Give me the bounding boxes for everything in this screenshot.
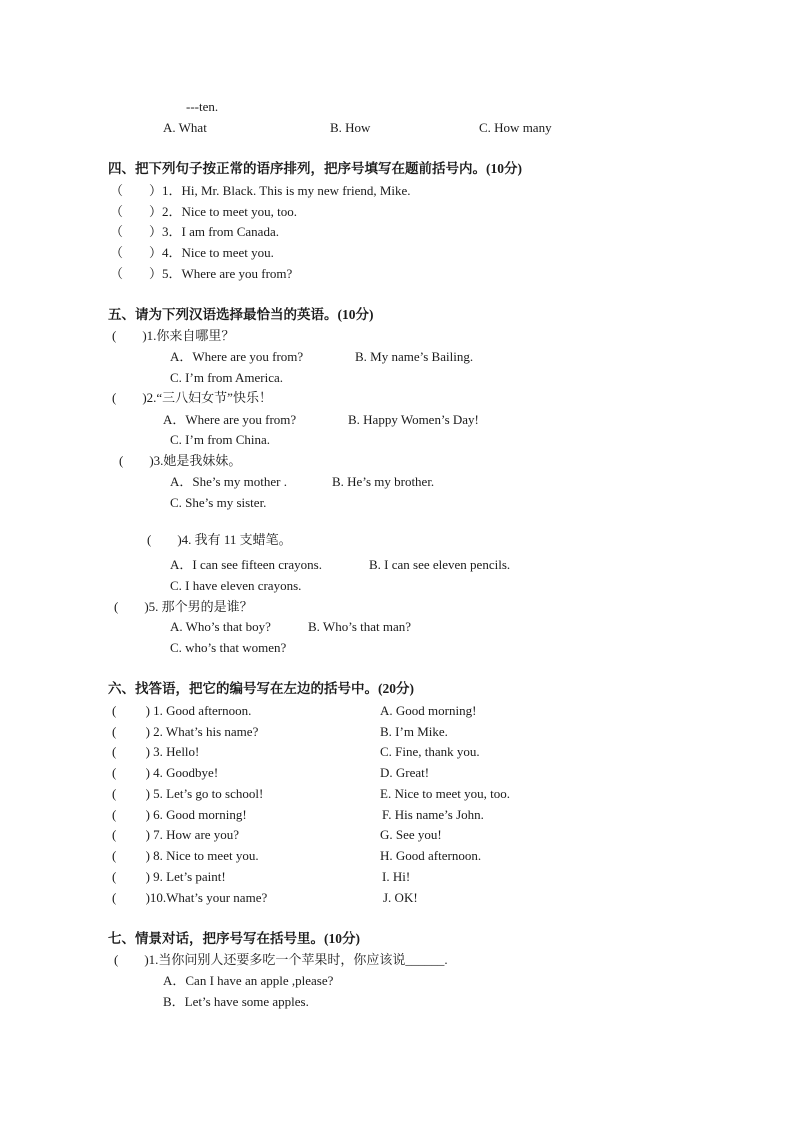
s5-q2-opt-a: A．Where are you from? <box>163 412 297 427</box>
s5-q3-opt-a: A．She’s my mother . <box>170 474 287 489</box>
s5-q5-stem: ( )5. 那个男的是谁？ <box>114 599 253 614</box>
s6-left-2: ( ) 2. What’s his name? <box>112 724 259 739</box>
s6-left-9: ( ) 9. Let’s paint! <box>112 869 226 884</box>
section-4-heading: 四、把下列句子按正常的语序排列，把序号填写在题前括号内。(10分) <box>108 161 522 176</box>
s5-q3-opt-b: B. He’s my brother. <box>332 474 435 489</box>
s5-q5-opt-c: C. who’s that women? <box>170 640 287 655</box>
section-5-heading: 五、请为下列汉语选择最恰当的英语。(10分) <box>108 307 374 322</box>
s7-q1-stem: ( )1.当你问别人还要多吃一个苹果时，你应该说______. <box>114 952 448 967</box>
s5-q1-opt-a: A．Where are you from? <box>170 349 304 364</box>
s4-item-1: （ ）1．Hi, Mr. Black. This is my new friend, Mike. <box>110 183 411 198</box>
s6-left-6: ( ) 6. Good morning! <box>112 807 247 822</box>
s6-left-10: ( )10.What’s your name? <box>112 890 268 905</box>
s6-left-4: ( ) 4. Goodbye! <box>112 765 219 780</box>
s5-q3-stem: ( )3.她是我妹妹。 <box>119 453 242 468</box>
s6-right-a: A. Good morning! <box>380 703 477 718</box>
section-7-heading: 七、情景对话，把序号写在括号里。(10分) <box>108 931 360 946</box>
s5-q1-opt-b: B. My name’s Bailing. <box>355 349 474 364</box>
s5-q3-opt-c: C. She’s my sister. <box>170 495 267 510</box>
s4-item-3: （ ）3．I am from Canada. <box>110 224 279 239</box>
s4-item-4: （ ）4．Nice to meet you. <box>110 245 274 260</box>
s5-q2-stem: ( )2.“三八妇女节”快乐！ <box>112 390 272 405</box>
option-a: A. What <box>163 120 207 135</box>
s6-left-5: ( ) 5. Let’s go to school! <box>112 786 264 801</box>
s5-q4-opt-c: C. I have eleven crayons. <box>170 578 302 593</box>
s5-q4-opt-b: B. I can see eleven pencils. <box>369 557 511 572</box>
section-6-heading: 六、找答语，把它的编号写在左边的括号中。(20分) <box>108 681 414 696</box>
s6-right-f: F. His name’s John. <box>382 807 484 822</box>
s6-left-7: ( ) 7. How are you? <box>112 827 240 842</box>
option-c: C. How many <box>479 120 552 135</box>
s5-q5-opt-a: A. Who’s that boy? <box>170 619 271 634</box>
s6-right-c: C. Fine, thank you. <box>380 744 480 759</box>
s6-right-i: I. Hi! <box>382 869 411 884</box>
s5-q2-opt-c: C. I’m from China. <box>170 432 271 447</box>
s6-right-h: H. Good afternoon. <box>380 848 482 863</box>
s6-right-b: B. I’m Mike. <box>380 724 448 739</box>
s6-left-8: ( ) 8. Nice to meet you. <box>112 848 259 863</box>
s6-left-3: ( ) 3. Hello! <box>112 744 200 759</box>
s6-left-1: ( ) 1. Good afternoon. <box>112 703 252 718</box>
s4-item-5: （ ）5．Where are you from? <box>110 266 293 281</box>
s5-q4-opt-a: A．I can see fifteen crayons. <box>170 557 322 572</box>
s5-q1-stem: ( )1.你来自哪里？ <box>112 328 235 343</box>
q-continuation: ---ten. <box>186 99 219 114</box>
s5-q1-opt-c: C. I’m from America. <box>170 370 283 385</box>
s5-q2-opt-b: B. Happy Women’s Day! <box>348 412 479 427</box>
s4-item-2: （ ）2．Nice to meet you, too. <box>110 204 298 219</box>
s5-q5-opt-b: B. Who’s that man? <box>308 619 412 634</box>
s6-right-g: G. See you! <box>380 827 442 842</box>
s7-q1-opt-b: B．Let’s have some apples. <box>163 994 309 1009</box>
option-b: B. How <box>330 120 371 135</box>
s6-right-e: E. Nice to meet you, too. <box>380 786 510 801</box>
s6-right-d: D. Great! <box>380 765 430 780</box>
s6-right-j: J. OK! <box>383 890 418 905</box>
s7-q1-opt-a: A．Can I have an apple ,please? <box>163 973 334 988</box>
s5-q4-stem: ( )4. 我有 11 支蜡笔。 <box>147 532 292 547</box>
